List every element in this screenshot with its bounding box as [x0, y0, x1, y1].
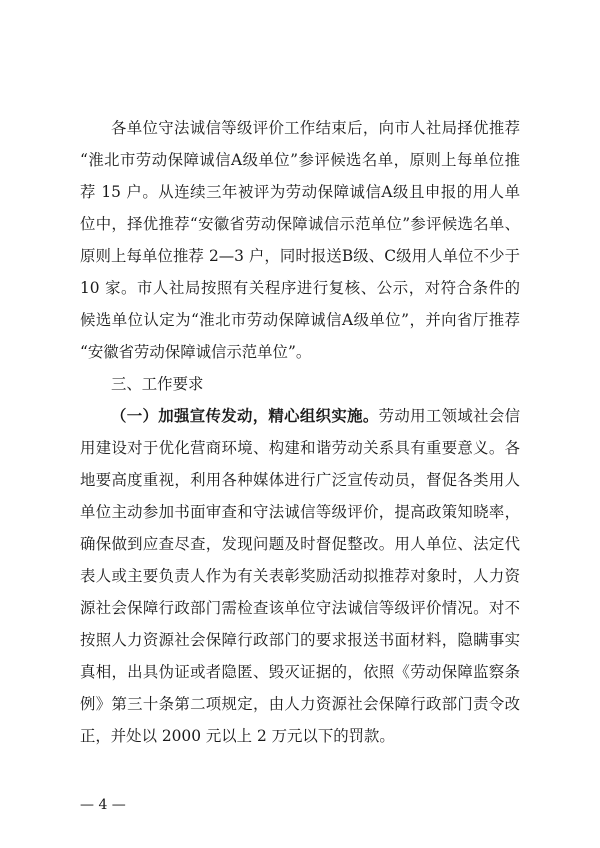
paragraph2-line-4: 单位主动参加书面审查和守法诚信等级评价，提高政策知晓率， — [80, 503, 520, 521]
paragraph2-line-9: 真相，出具伪证或者隐匿、毁灭证据的，依照《劳动保障监察条 — [80, 663, 520, 681]
paragraph1-line-3: 荐 15 户。从连续三年被评为劳动保障诚信A级且申报的用人单 — [80, 183, 520, 201]
paragraph2-line-11: 正，并处以 2000 元以上 2 万元以下的罚款。 — [80, 727, 395, 745]
section-heading: 三、工作要求 — [111, 375, 204, 393]
paragraph1-line-4: 位中，择优推荐“安徽省劳动保障诚信示范单位”参评候选名单、 — [80, 215, 520, 233]
paragraph1-line-7: 候选单位认定为“淮北市劳动保障诚信A级单位”，并向省厅推荐 — [80, 311, 520, 329]
paragraph2-line-10: 例》第三十条第二项规定，由人力资源社会保障行政部门责令改 — [80, 695, 520, 713]
paragraph2-lead: （一）加强宣传发动，精心组织实施。 — [111, 407, 379, 425]
paragraph1-line-2: “淮北市劳动保障诚信A级单位”参评候选名单，原则上每单位推 — [80, 151, 520, 169]
paragraph2-line-5: 确保做到应查尽查，发现问题及时督促整改。用人单位、法定代 — [80, 535, 520, 553]
paragraph2-line-3: 地要高度重视，利用各种媒体进行广泛宣传动员，督促各类用人 — [80, 471, 520, 489]
paragraph2-first-line-rest: 劳动用工领域社会信 — [378, 407, 520, 425]
paragraph2-line-7: 源社会保障行政部门需检查该单位守法诚信等级评价情况。对不 — [80, 599, 520, 617]
page-number: — 4 — — [80, 797, 126, 813]
paragraph2-line-2: 用建设对于优化营商环境、构建和谐劳动关系具有重要意义。各 — [80, 439, 520, 457]
paragraph2-line-6: 表人或主要负责人作为有关表彰奖励活动拟推荐对象时，人力资 — [80, 567, 520, 585]
paragraph2-line-8: 按照人力资源社会保障行政部门的要求报送书面材料，隐瞒事实 — [80, 631, 520, 649]
paragraph2-line-1 — [111, 406, 520, 426]
paragraph1-line-1: 各单位守法诚信等级评价工作结束后，向市人社局择优推荐 — [111, 119, 520, 137]
paragraph1-line-8: “安徽省劳动保障诚信示范单位”。 — [80, 343, 312, 361]
paragraph1-line-5: 原则上每单位推荐 2—3 户，同时报送B级、C级用人单位不少于 — [80, 247, 520, 265]
paragraph1-line-6: 10 家。市人社局按照有关程序进行复核、公示，对符合条件的 — [80, 279, 520, 297]
